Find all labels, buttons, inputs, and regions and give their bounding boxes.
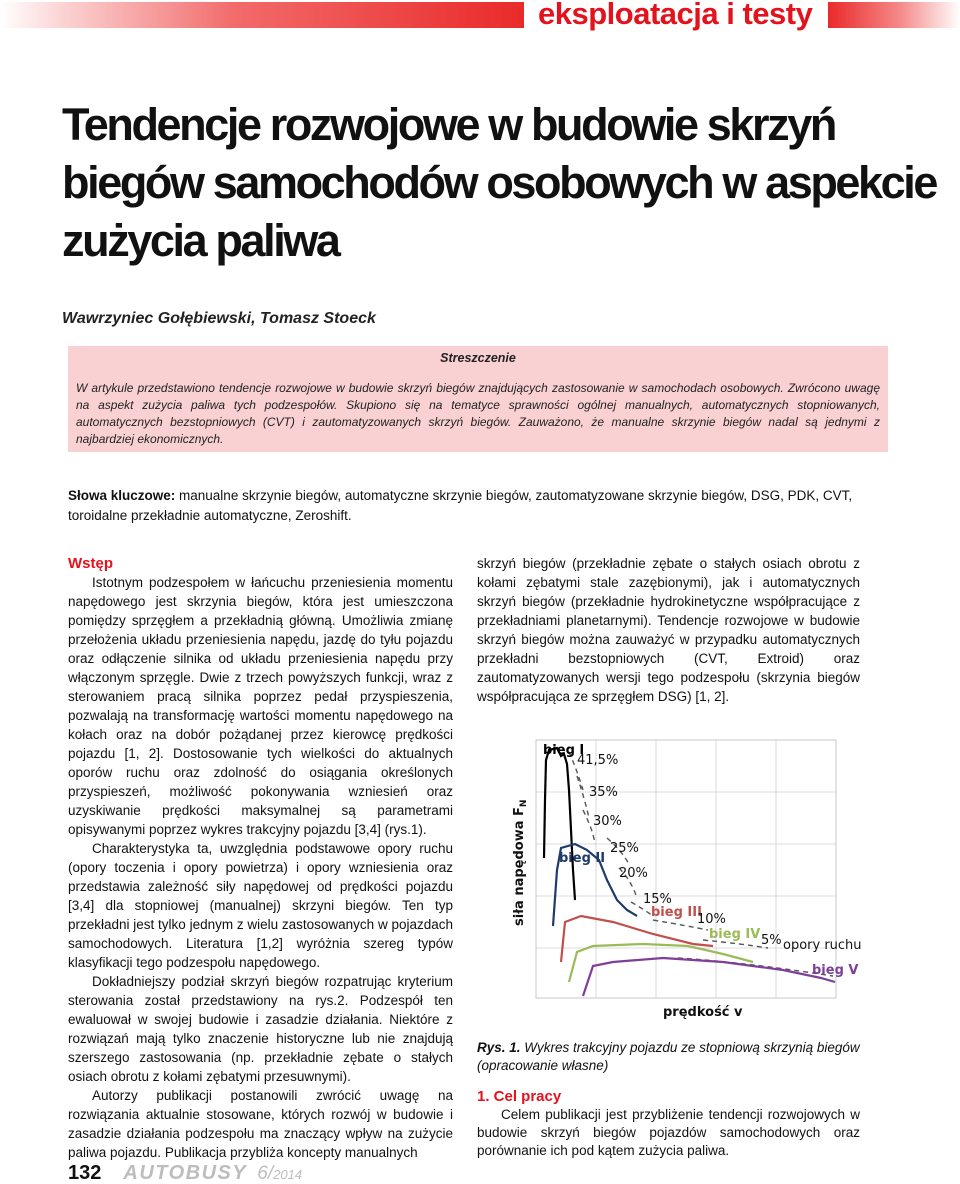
intro-heading: Wstęp: [68, 555, 113, 572]
page-footer: [68, 1162, 302, 1184]
resistance-label: 25%: [610, 841, 639, 856]
section-label: eksploatacja i testy: [538, 0, 813, 31]
resistance-label: 41,5%: [577, 753, 619, 768]
caption-label: Rys. 1.: [477, 1040, 521, 1055]
resistance-label: 15%: [643, 892, 672, 907]
keywords-label: Słowa kluczowe:: [68, 488, 176, 503]
title-line: Tendencje rozwojowe w budowie skrzyń: [62, 99, 835, 150]
resistance-label: 35%: [589, 785, 618, 800]
gear-5-curve: [583, 958, 835, 996]
gear-label: bieg IV: [709, 927, 761, 942]
gear-label: bieg I: [543, 743, 585, 758]
resistance-label: 10%: [697, 912, 726, 927]
abstract-text: W artykule przedstawiono tendencje rozwojowe w budowie skrzyń biegów znajdujących zastosowanie w samochodach osobowych. Zwrócono uwagę na aspekt zużycia paliwa tych podzespołów. Skupiono się na tematyce sprawności ogólnej manualnych, automatycznych stopniowanych, automatycznych bezstopniowych (CVT) i zautomatyzowanych skrzyń biegów. Zauważono, że manualne skrzynie biegów nadal są jednymi z najbardziej ekonomicznych.: [76, 381, 880, 446]
body-paragraph: Istotnym podzespołem w łańcuchu przeniesienia momentu napędowego jest skrzynia biegów, która jest umieszczona pomiędzy sprzęgłem a przekładnią główną. Umożliwia zmianę przełożenia układu przeniesienia napędu, jazdę do tyłu pojazdu oraz odłączenie silnika od układu przeniesienia napędu przy włączonym sprzęgle. Dwie z trzech powyższych funkcji, wraz z sterowaniem pracą silnika poprzez pedał przyspieszenia, pozwalają na transformację wartości momentu napędowego na kołach oraz na dobór pożądanej przez kierowcę prędkości pojazdu [1, 2]. Dostosowanie tych wielkości do aktualnych oporów ruchu oraz zdolność do osiągania określonych przyspieszeń, możliwość pokonywania wzniesień oraz uzyskiwanie prędkości maksymalnej są parametrami opisywanymi poprzez wykres trakcyjny pojazdu [3,4] (rys.1).: [68, 575, 453, 837]
page-number: 132: [68, 1162, 102, 1184]
keywords-text: manualne skrzynie biegów, automatyczne skrzynie biegów, zautomatyzowane skrzynie biegów, DSG, PDK, CVT, toroidalne przekładnie automatyczne, Zeroshift.: [68, 488, 853, 523]
x-axis-label: prędkość v: [663, 1005, 743, 1020]
gear-label: bieg V: [812, 963, 859, 978]
section-1-heading: 1. Cel pracy: [477, 1088, 562, 1105]
body-paragraph: Charakterystyka ta, uwzględnia podstawowe opory ruchu (opory toczenia i opory powietrza) i opory wzniesienia oraz przedstawia zależność siły napędowej od prędkości pojazdu [3,4] dla stopniowej (manualnej) skrzyni biegów. Ten typ przekładni jest tylko jednym z wielu zastosowanych w pojazdach samochodowych. Literatura [1,2] wyróżnia szereg typów klasyfikacji tego podzespołu napędowego.: [68, 841, 453, 970]
journal-year: 2014: [273, 1167, 303, 1182]
keywords: [68, 486, 868, 526]
traction-chart: [503, 730, 875, 1030]
body-paragraph: Dokładniejszy podział skrzyń biegów rozpatrując kryterium sterowania został przedstawiony na rys.2. Podzespół ten ewaluował w swojej budowie i zasadzie działania. Niektóre z rozwiązań mają tylko znaczenie historyczne lub nie znajdują szerszego zastosowania (np. przekładnie zębate o stałych osiach obrotu z kołami zębatymi przesuwnymi).: [68, 974, 453, 1084]
y-axis-label-text: siła napędowa F: [512, 807, 527, 926]
left-column: [68, 554, 453, 1162]
title-line: zużycia paliwa: [62, 215, 339, 266]
journal-name: AUTOBUSY: [123, 1162, 248, 1184]
section-1-text: Celem publikacji jest przybliżenie tendencji rozwojowych w budowie skrzyń biegów pojazdów samochodowych oraz porównanie ich pod kątem zużycia paliwa.: [477, 1107, 860, 1158]
caption-text: Wykres trakcyjny pojazdu ze stopniową skrzynią biegów (opracowanie własne): [477, 1040, 860, 1073]
abstract-box: [68, 346, 888, 452]
resistance-label: opory ruchu: [783, 938, 862, 953]
title-line: biegów samochodów osobowych w aspekcie: [62, 157, 937, 208]
resistance-label: 30%: [593, 814, 622, 829]
gear-label: bieg III: [651, 905, 702, 920]
gear-1-curve: [544, 748, 575, 900]
authors: Wawrzyniec Gołębiewski, Tomasz Stoeck: [62, 310, 376, 327]
header-bar-left: [0, 2, 524, 28]
figure-caption: [477, 1039, 877, 1075]
article-title: [62, 96, 937, 270]
y-axis-label-subscript: N: [519, 799, 529, 808]
section-1: [477, 1087, 860, 1160]
resistance-curve-35: [577, 776, 589, 818]
resistance-label: 5%: [761, 933, 782, 948]
y-axis-label: [512, 800, 529, 926]
body-paragraph: skrzyń biegów (przekładnie zębate o stałych osiach obrotu z kołami zębatymi stale zazębionymi), jak i automatycznych skrzyń biegów (przekładnie hydrokinetyczne współpracujące z przekładniami planetarnymi). Tendencje rozwojowe w budowie skrzyń biegów można zauważyć w przypadku automatycznych przekładni bezstopniowych (CVT, Extroid) oraz zautomatyzowanych wersji tego podzespołu (skrzynia biegów współpracująca ze sprzęgłem DSG) [1, 2].: [477, 556, 860, 704]
abstract-heading: Streszczenie: [440, 351, 516, 365]
gear-3-curve: [561, 916, 713, 962]
body-paragraph: Autorzy publikacji postanowili zwrócić uwagę na rozwiązania aktualnie stosowane, których rozwój w budowie i zasadzie działania podzespołu ma znaczący wpływ na zużycie paliwa pojazdu. Publikacja przybliża koncepty manualnych: [68, 1088, 453, 1160]
y-axis-label-group: [512, 800, 529, 926]
resistance-label: 20%: [619, 866, 648, 881]
header-bar-right: [828, 2, 960, 28]
right-column: [477, 554, 860, 706]
journal-issue: 6/: [257, 1163, 274, 1184]
gear-label: bieg II: [559, 851, 606, 866]
